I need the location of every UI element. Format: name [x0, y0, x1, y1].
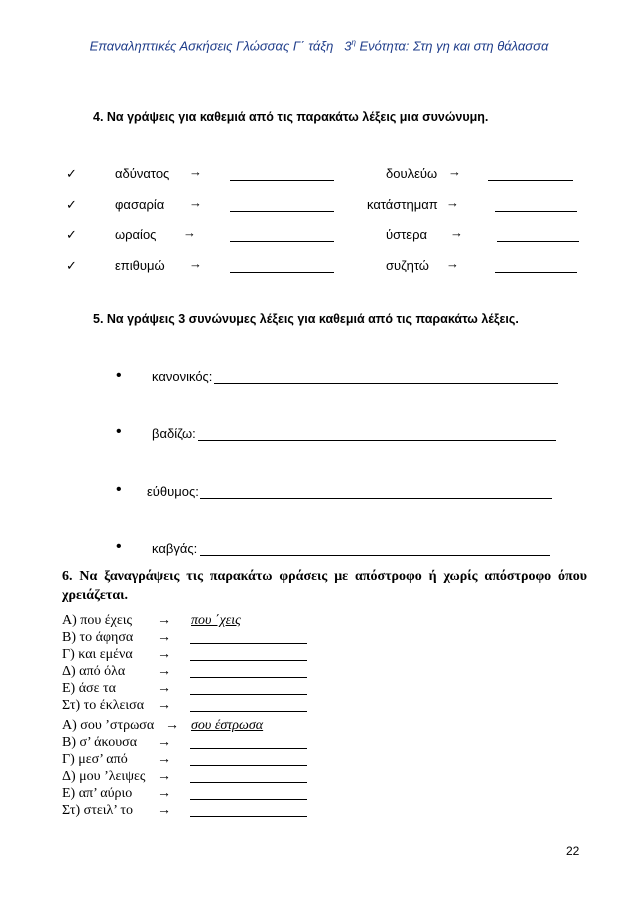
unit-title: Ενότητα: Στη γη και στη θάλασσα: [359, 38, 549, 54]
q6-phrase: Α) που έχεις: [62, 613, 133, 628]
answer-line[interactable]: [190, 633, 307, 644]
arrow-icon: →: [157, 735, 171, 750]
q6-example-answer: σου έστρωσα: [191, 718, 264, 733]
answer-line[interactable]: [230, 231, 334, 242]
arrow-icon: →: [446, 256, 459, 271]
q6-phrase: Α) σου ’στρωσα: [62, 718, 155, 733]
answer-line[interactable]: [198, 430, 556, 441]
bullet-icon: •: [116, 367, 122, 384]
bullet-icon: •: [116, 538, 122, 555]
checkmark-icon: ✓: [66, 166, 77, 181]
q4-word: κατάστημαπ: [367, 197, 438, 212]
arrow-icon: →: [157, 647, 171, 662]
answer-line[interactable]: [488, 170, 573, 181]
q5-word: κανονικός:: [152, 369, 213, 384]
page-header: [0, 38, 638, 53]
answer-line[interactable]: [190, 650, 307, 661]
answer-line[interactable]: [230, 201, 334, 212]
arrow-icon: →: [189, 195, 202, 210]
answer-line[interactable]: [200, 488, 552, 499]
arrow-icon: →: [157, 803, 171, 818]
answer-line[interactable]: [190, 684, 307, 695]
q6-phrase: Ε) άσε τα: [62, 681, 116, 696]
q6-phrase: Β) σ’ άκουσα: [62, 735, 138, 750]
q4-word: ωραίος: [115, 227, 157, 242]
q4-word: συζητώ: [386, 258, 429, 273]
q6-phrase: Στ) το έκλεισα: [62, 698, 145, 713]
bullet-icon: •: [116, 423, 122, 440]
answer-line[interactable]: [190, 789, 307, 800]
arrow-icon: →: [157, 681, 171, 696]
answer-line[interactable]: [190, 755, 307, 766]
unit-number: 3: [344, 38, 352, 54]
arrow-icon: →: [446, 195, 459, 210]
checkmark-icon: ✓: [66, 227, 77, 242]
q6-phrase: Δ) μου ’λειψες: [62, 769, 146, 784]
arrow-icon: →: [157, 786, 171, 801]
q6-phrase: Δ) από όλα: [62, 664, 126, 679]
unit-superscript: η: [351, 38, 356, 47]
q5-word: εύθυμος:: [147, 484, 199, 499]
arrow-icon: →: [448, 164, 461, 179]
answer-line[interactable]: [230, 170, 334, 181]
q5-word: καβγάς:: [152, 541, 198, 556]
answer-line[interactable]: [230, 262, 334, 273]
header-title: Επαναληπτικές Ασκήσεις Γλώσσας Γ΄ τάξη: [89, 38, 334, 54]
q6-phrase: Ε) απ’ αύριο: [62, 786, 133, 801]
q6-example-answer: που ΄χεις: [191, 613, 241, 628]
arrow-icon: →: [183, 225, 196, 240]
q4-word: δουλεύω: [386, 166, 438, 181]
arrow-icon: →: [157, 613, 171, 628]
question-4-title: 4. Να γράψεις για καθεμιά από τις παρακάτω λέξεις μια συνώνυμη.: [93, 110, 489, 124]
answer-line[interactable]: [190, 772, 307, 783]
arrow-icon: →: [189, 256, 202, 271]
arrow-icon: →: [450, 225, 463, 240]
arrow-icon: →: [157, 630, 171, 645]
arrow-icon: →: [189, 164, 202, 179]
checkmark-icon: ✓: [66, 258, 77, 273]
answer-line[interactable]: [190, 667, 307, 678]
answer-line[interactable]: [190, 701, 307, 712]
q6-phrase: Στ) στειλ’ το: [62, 803, 134, 818]
answer-line[interactable]: [200, 545, 550, 556]
q6-phrase: Β) το άφησα: [62, 630, 134, 645]
checkmark-icon: ✓: [66, 197, 77, 212]
answer-line[interactable]: [495, 262, 577, 273]
question-6-title: 6. Να ξαναγράψεις τις παρακάτω φράσεις με απόστροφο ή χωρίς απόστροφο όπου χρειάζεται.: [62, 569, 587, 603]
q6-phrase: Γ) και εμένα: [62, 647, 133, 662]
answer-line[interactable]: [497, 231, 579, 242]
arrow-icon: →: [157, 769, 171, 784]
arrow-icon: →: [157, 698, 171, 713]
question-5-title: 5. Να γράψεις 3 συνώνυμες λέξεις για καθεμιά από τις παρακάτω λέξεις.: [93, 312, 519, 326]
arrow-icon: →: [157, 752, 171, 767]
q4-word: φασαρία: [115, 197, 165, 212]
q5-word: βαδίζω:: [152, 426, 196, 441]
bullet-icon: •: [116, 481, 122, 498]
answer-line[interactable]: [190, 738, 307, 749]
answer-line[interactable]: [214, 373, 558, 384]
q4-word: ύστερα: [386, 227, 427, 242]
answer-line[interactable]: [495, 201, 577, 212]
q4-word: επιθυμώ: [115, 258, 165, 273]
arrow-icon: →: [165, 718, 179, 733]
arrow-icon: →: [157, 664, 171, 679]
answer-line[interactable]: [190, 806, 307, 817]
q4-word: αδύνατος: [115, 166, 170, 181]
q6-phrase: Γ) μεσ’ από: [62, 752, 128, 767]
page-number: 22: [566, 844, 580, 858]
